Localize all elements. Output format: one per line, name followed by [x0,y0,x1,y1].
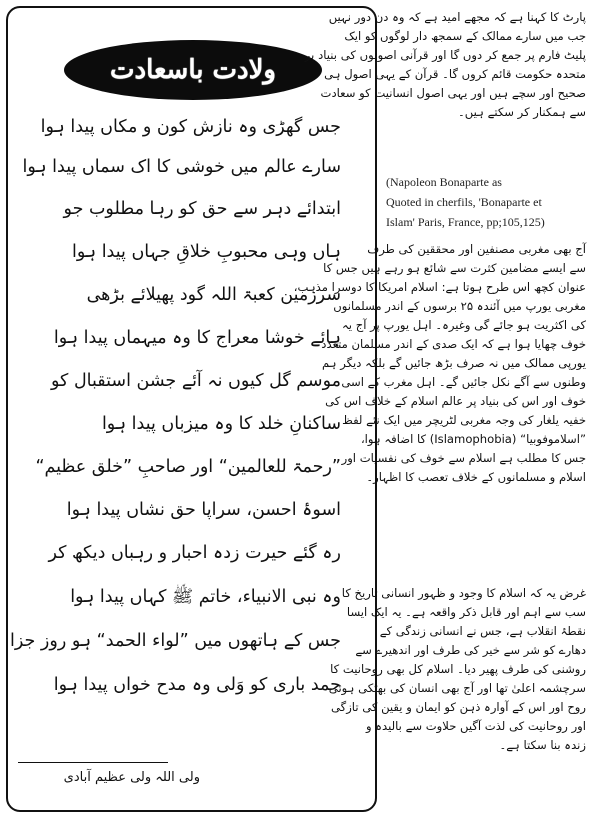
article-line: جس کا مطلب ہے اسلام سے خوف کی نفسیات اور [341,451,586,465]
poem-verse: حمد باری کو وَلی وہ مدح خواں پیدا ہوا [53,675,341,695]
article-line: جب میں سارے ممالک کے سمجھ دار لوگوں کو ایک [344,29,586,43]
article-line: اسلام و مسلمانوں کے خلاف تعصب کا اظہار۔ [366,470,586,484]
poet-name: ولی اللہ ولی عظیم آبادی [63,770,200,785]
article-line: پلیٹ فارم پر جمع کر دوں گا اور قرآنی اصولوں کی بنیاد پر [304,48,586,62]
article-line: سے ہمکنار کر سکتے ہیں۔ [457,105,586,119]
article-urdu-middle [293,240,586,487]
poem-verse: جس کے ہاتھوں میں ”لواء الحمد“ ہو روز جزا [10,631,341,651]
article-line: مغربی یورپ میں آئندہ ۲۵ برسوں کے اندر مسلمانوں [333,299,586,313]
poem-verse: ”رحمۃ للعالمین“ اور صاحبِ ”خلق عظیم“ [35,457,341,477]
article-line: کی اکثریت ہو جائے گی وغیرہ۔ اہل یورپ پر آج یہ [342,318,586,332]
article-line: اور روحانیت کی لذت آگیں حلاوت سے بالیدہ و [365,719,586,733]
article-line: دھارے کو شر سے خیر کی طرف اور اندھیرے سے [355,643,586,657]
poem-title: ولادت باسعادت [110,55,276,85]
article-urdu-top [304,8,586,122]
article-line: ”اسلاموفوبیا“ (Islamophobia) کا اضافہ ہوا، [360,432,586,446]
poem-verse: رہ گئے حیرت زدہ احبار و رہباں دیکھ کر [48,543,341,563]
article-line: آج بھی مغربی مصنفین اور محققین کی طرف [367,242,586,256]
poem-verse: اسوۂ احسن، سراپا حق نشاں پیدا ہوا [66,500,341,520]
quote-line: (Napoleon Bonaparte as [386,175,502,189]
article-urdu-bottom [328,584,586,755]
article-line: روشنی کی طرف پھیر دیا۔ اسلام کل بھی روحانیت کا [330,662,586,676]
poem-verse: ساکنانِ خلد کا وہ میزباں پیدا ہوا [101,414,341,434]
article-line: نقطۂ انقلاب ہے، جس نے انسانی زندگی کے [379,624,586,638]
article-line: یورپی ممالک میں نہ صرف بڑھ جائیں گے بلکہ دیگر ہم [322,356,586,370]
article-line: صحیح اور سچے ہیں اور یہی اصول انسانیت کو سعادت [320,86,586,100]
poem-verse: سرزمین کعبۃ اللہ گود پھیلائے بڑھی [86,285,341,305]
article-line: روح اور اس کے آوارہ ذہن کو ایمان و یقین کی تازگی [331,700,586,714]
poem-verse: جس گھڑی وہ نازش کون و مکاں پیدا ہوا [40,117,341,137]
poet-divider [18,762,168,763]
poem-verse: ابتدائے دہر سے حق کو رہا مطلوب جو [63,199,341,219]
article-line: سب سے اہم اور قابل ذکر واقعہ ہے۔ یہ ایک ایسا [346,605,586,619]
article-line: سرچشمہ اعلیٰ تھا اور آج بھی انسان کی بھٹکی ہوئی [328,681,586,695]
quote-line: Quoted in cherfils, 'Bonaparte et [386,195,542,209]
article-line: عنوان کچھ اس طرح ہوتا ہے: اسلام امریکا کا دوسرا مذہب، [293,280,586,294]
article-line: خوف اور اس کی بنیاد پر عالم اسلام کے خلاف اس کی [325,394,586,408]
poem-verse: سارے عالم میں خوشی کا اک سماں پیدا ہوا [22,157,341,177]
article-line: متحدہ حکومت قائم کروں گا۔ قرآن کے یہی اصول ہی [324,67,586,81]
english-quote [386,172,586,232]
article-line: خفیہ یلغار کی وجہ مغربی لٹریچر میں ایک نئے لفظ [342,413,586,427]
article-line: زندہ بنا سکتا ہے۔ [499,738,586,752]
article-line: سے ایسے مضامین کثرت سے شائع ہو رہے ہیں جس کا [323,261,586,275]
article-line: پارٹ کا کہنا ہے کہ مجھے امید ہے کہ وہ دن دور نہیں [328,10,586,24]
poem-box [6,6,377,812]
poem-verse: وہ نبی الانبیاء، خاتم ﷺ کہاں پیدا ہوا [70,587,341,607]
article-line: وطنوں سے آگے نکل جائیں گے۔ اہل مغرب کے اسی [341,375,586,389]
title-banner [64,40,322,100]
poem-verse: ہاں وہی محبوبِ خلاقِ جہاں پیدا ہوا [71,242,341,262]
poem-verse: ہائے خوشا معراج کا وہ میہماں پیدا ہوا [53,328,341,348]
quote-line: Islam' Paris, France, pp;105,125) [386,215,545,229]
poem-verse: موسم گل کیوں نہ آئے جشن استقبال کو [51,371,341,391]
article-line: غرض یہ کہ اسلام کا وجود و ظہور انسانی تاریخ کا [341,586,586,600]
article-line: خوف چھایا ہوا ہے کہ ایک صدی کے اندر مسلمان متعدد [321,337,586,351]
